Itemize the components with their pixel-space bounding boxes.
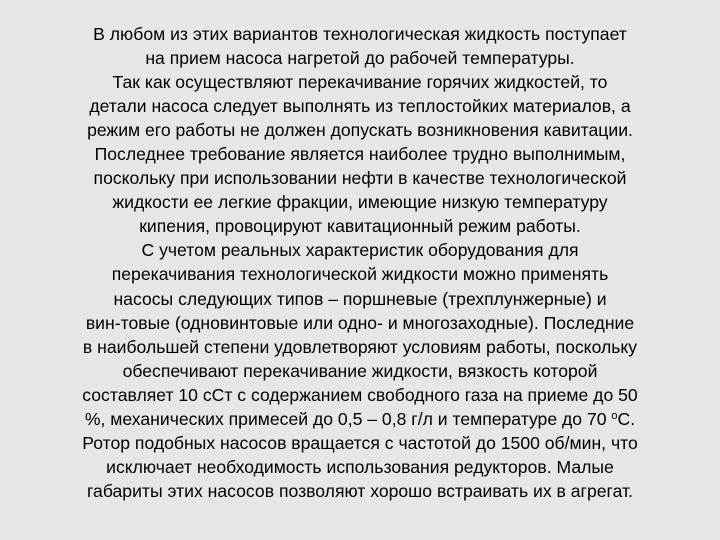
text-line: вин-товые (одновинтовые или одно- и многозаходные). Последние: [85, 312, 635, 333]
text-line: режим его работы не должен допускать возникновения кавитации.: [87, 120, 633, 141]
text-line: исключает необходимость использования редукторов. Малые: [106, 456, 614, 477]
text-line: кипения, провоцируют кавитационный режим работы.: [139, 216, 581, 237]
text-line: в наибольшей степени удовлетворяют условиям работы, поскольку: [82, 336, 638, 357]
text-line: габариты этих насосов позволяют хорошо встраивать их в агрегат.: [87, 480, 633, 501]
text-line: Так как осуществляют перекачивание горячих жидкостей, то: [112, 72, 608, 93]
text-line: поскольку при использовании нефти в качестве технологической: [93, 168, 627, 189]
text-line: насосы следующих типов – поршневые (трехплунжерные) и: [113, 288, 607, 309]
text-line: В любом из этих вариантов технологическая жидкость поступает: [93, 24, 627, 44]
degree-sign: о: [611, 409, 618, 422]
text-line: %, механических примесей до 0,5 – 0,8 г/л и температуре до 70: [84, 408, 612, 429]
text-line: обеспечивают перекачивание жидкости, вязкость которой: [122, 360, 598, 381]
text-line: перекачивания технологической жидкости можно применять: [111, 264, 609, 285]
text-line: составляет 10 сСт с содержанием свободного газа на приеме до 50: [82, 384, 638, 405]
text-line: на прием насоса нагретой до рабочей температуры.: [145, 48, 575, 69]
body-text: [22, 22, 698, 503]
text-line: Ротор подобных насосов вращается с частотой до 1500 об/мин, что: [82, 432, 638, 453]
text-line: детали насоса следует выполнять из теплостойких материалов, а: [89, 96, 631, 117]
text-line: С учетом реальных характеристик оборудования для: [141, 240, 579, 261]
degree-unit: С.: [617, 408, 636, 429]
text-line: жидкости ее легкие фракции, имеющие низкую температуру: [112, 192, 608, 213]
text-line: Последнее требование является наиболее трудно выполнимым,: [94, 144, 626, 165]
text-line-with-degree: [22, 407, 698, 431]
